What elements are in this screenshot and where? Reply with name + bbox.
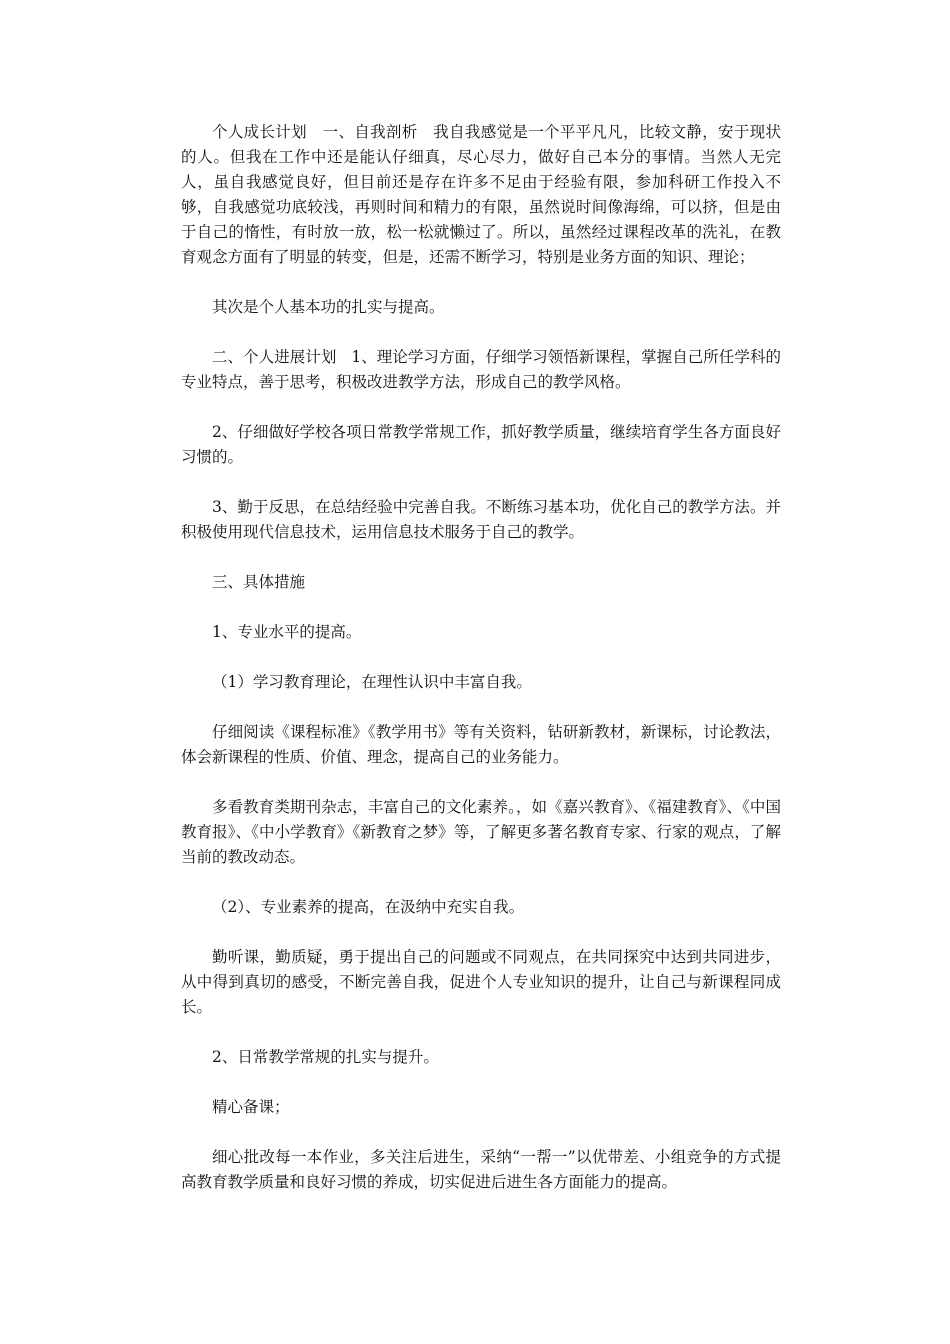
paragraph-lesson-prep: 精心备课； bbox=[212, 1098, 290, 1116]
paragraph-reflection: 3、勤于反思，在总结经验中完善自我。不断练习基本功，优化自己的教学方法。并积极使用现代信息技术，运用信息技术服务于自己的教学。 bbox=[181, 498, 781, 541]
paragraph-basic-skills: 其次是个人基本功的扎实与提高。 bbox=[212, 298, 445, 316]
paragraph-homework-grading: 细心批改每一本作业，多关注后进生，采纳“一帮一”以优带差、小组竞争的方式提高教育教学质量和良好习惯的养成，切实促进后进生各方面能力的提高。 bbox=[181, 1148, 781, 1191]
subheading-daily-routine: 2、日常教学常规的扎实与提升。 bbox=[212, 1048, 439, 1066]
subheading-professional-level: 1、专业水平的提高。 bbox=[212, 623, 362, 641]
section-heading-measures: 三、具体措施 bbox=[212, 573, 306, 591]
subheading-theory-study: （1）学习教育理论，在理性认识中丰富自我。 bbox=[212, 673, 532, 691]
paragraph-development-plan: 二、个人进展计划 1、理论学习方面，仔细学习领悟新课程，掌握自己所任学科的专业特点，善于思考，积极改进教学方法，形成自己的教学风格。 bbox=[181, 348, 781, 391]
paragraph-reading-materials: 仔细阅读《课程标准》《教学用书》等有关资料，钻研新教材，新课标，讨论教法，体会新课程的性质、价值、理念，提高自己的业务能力。 bbox=[181, 723, 781, 766]
paragraph-routine-work: 2、仔细做好学校各项日常教学常规工作，抓好教学质量，继续培育学生各方面良好习惯的。 bbox=[181, 423, 781, 466]
paragraph-lesson-observation: 勤听课，勤质疑，勇于提出自己的问题或不同观点，在共同探究中达到共同进步，从中得到真切的感受，不断完善自我，促进个人专业知识的提升，让自己与新课程同成长。 bbox=[181, 948, 781, 1016]
document-body bbox=[181, 120, 781, 1195]
paragraph-intro: 个人成长计划 一、自我剖析 我自我感觉是一个平平凡凡，比较文静，安于现状的人。但我在工作中还是能认仔细真，尽心尽力，做好自己本分的事情。当然人无完人，虽自我感觉良好，但目前还是存在许多不足由于经验有限，参加科研工作投入不够，自我感觉功底较浅，再则时间和精力的有限，虽然说时间像海绵，可以挤，但是由于自己的惰性，有时放一放，松一松就懒过了。所以，虽然经过课程改革的洗礼，在教育观念方面有了明显的转变，但是，还需不断学习，特别是业务方面的知识、理论； bbox=[181, 123, 781, 266]
paragraph-journals: 多看教育类期刊杂志，丰富自己的文化素养。，如《嘉兴教育》、《福建教育》、《中国教育报》、《中小学教育》《新教育之梦》等，了解更多著名教育专家、行家的观点，了解当前的教改动态。 bbox=[181, 798, 781, 866]
subheading-professional-quality: （2）、专业素养的提高，在汲纳中充实自我。 bbox=[212, 898, 525, 916]
